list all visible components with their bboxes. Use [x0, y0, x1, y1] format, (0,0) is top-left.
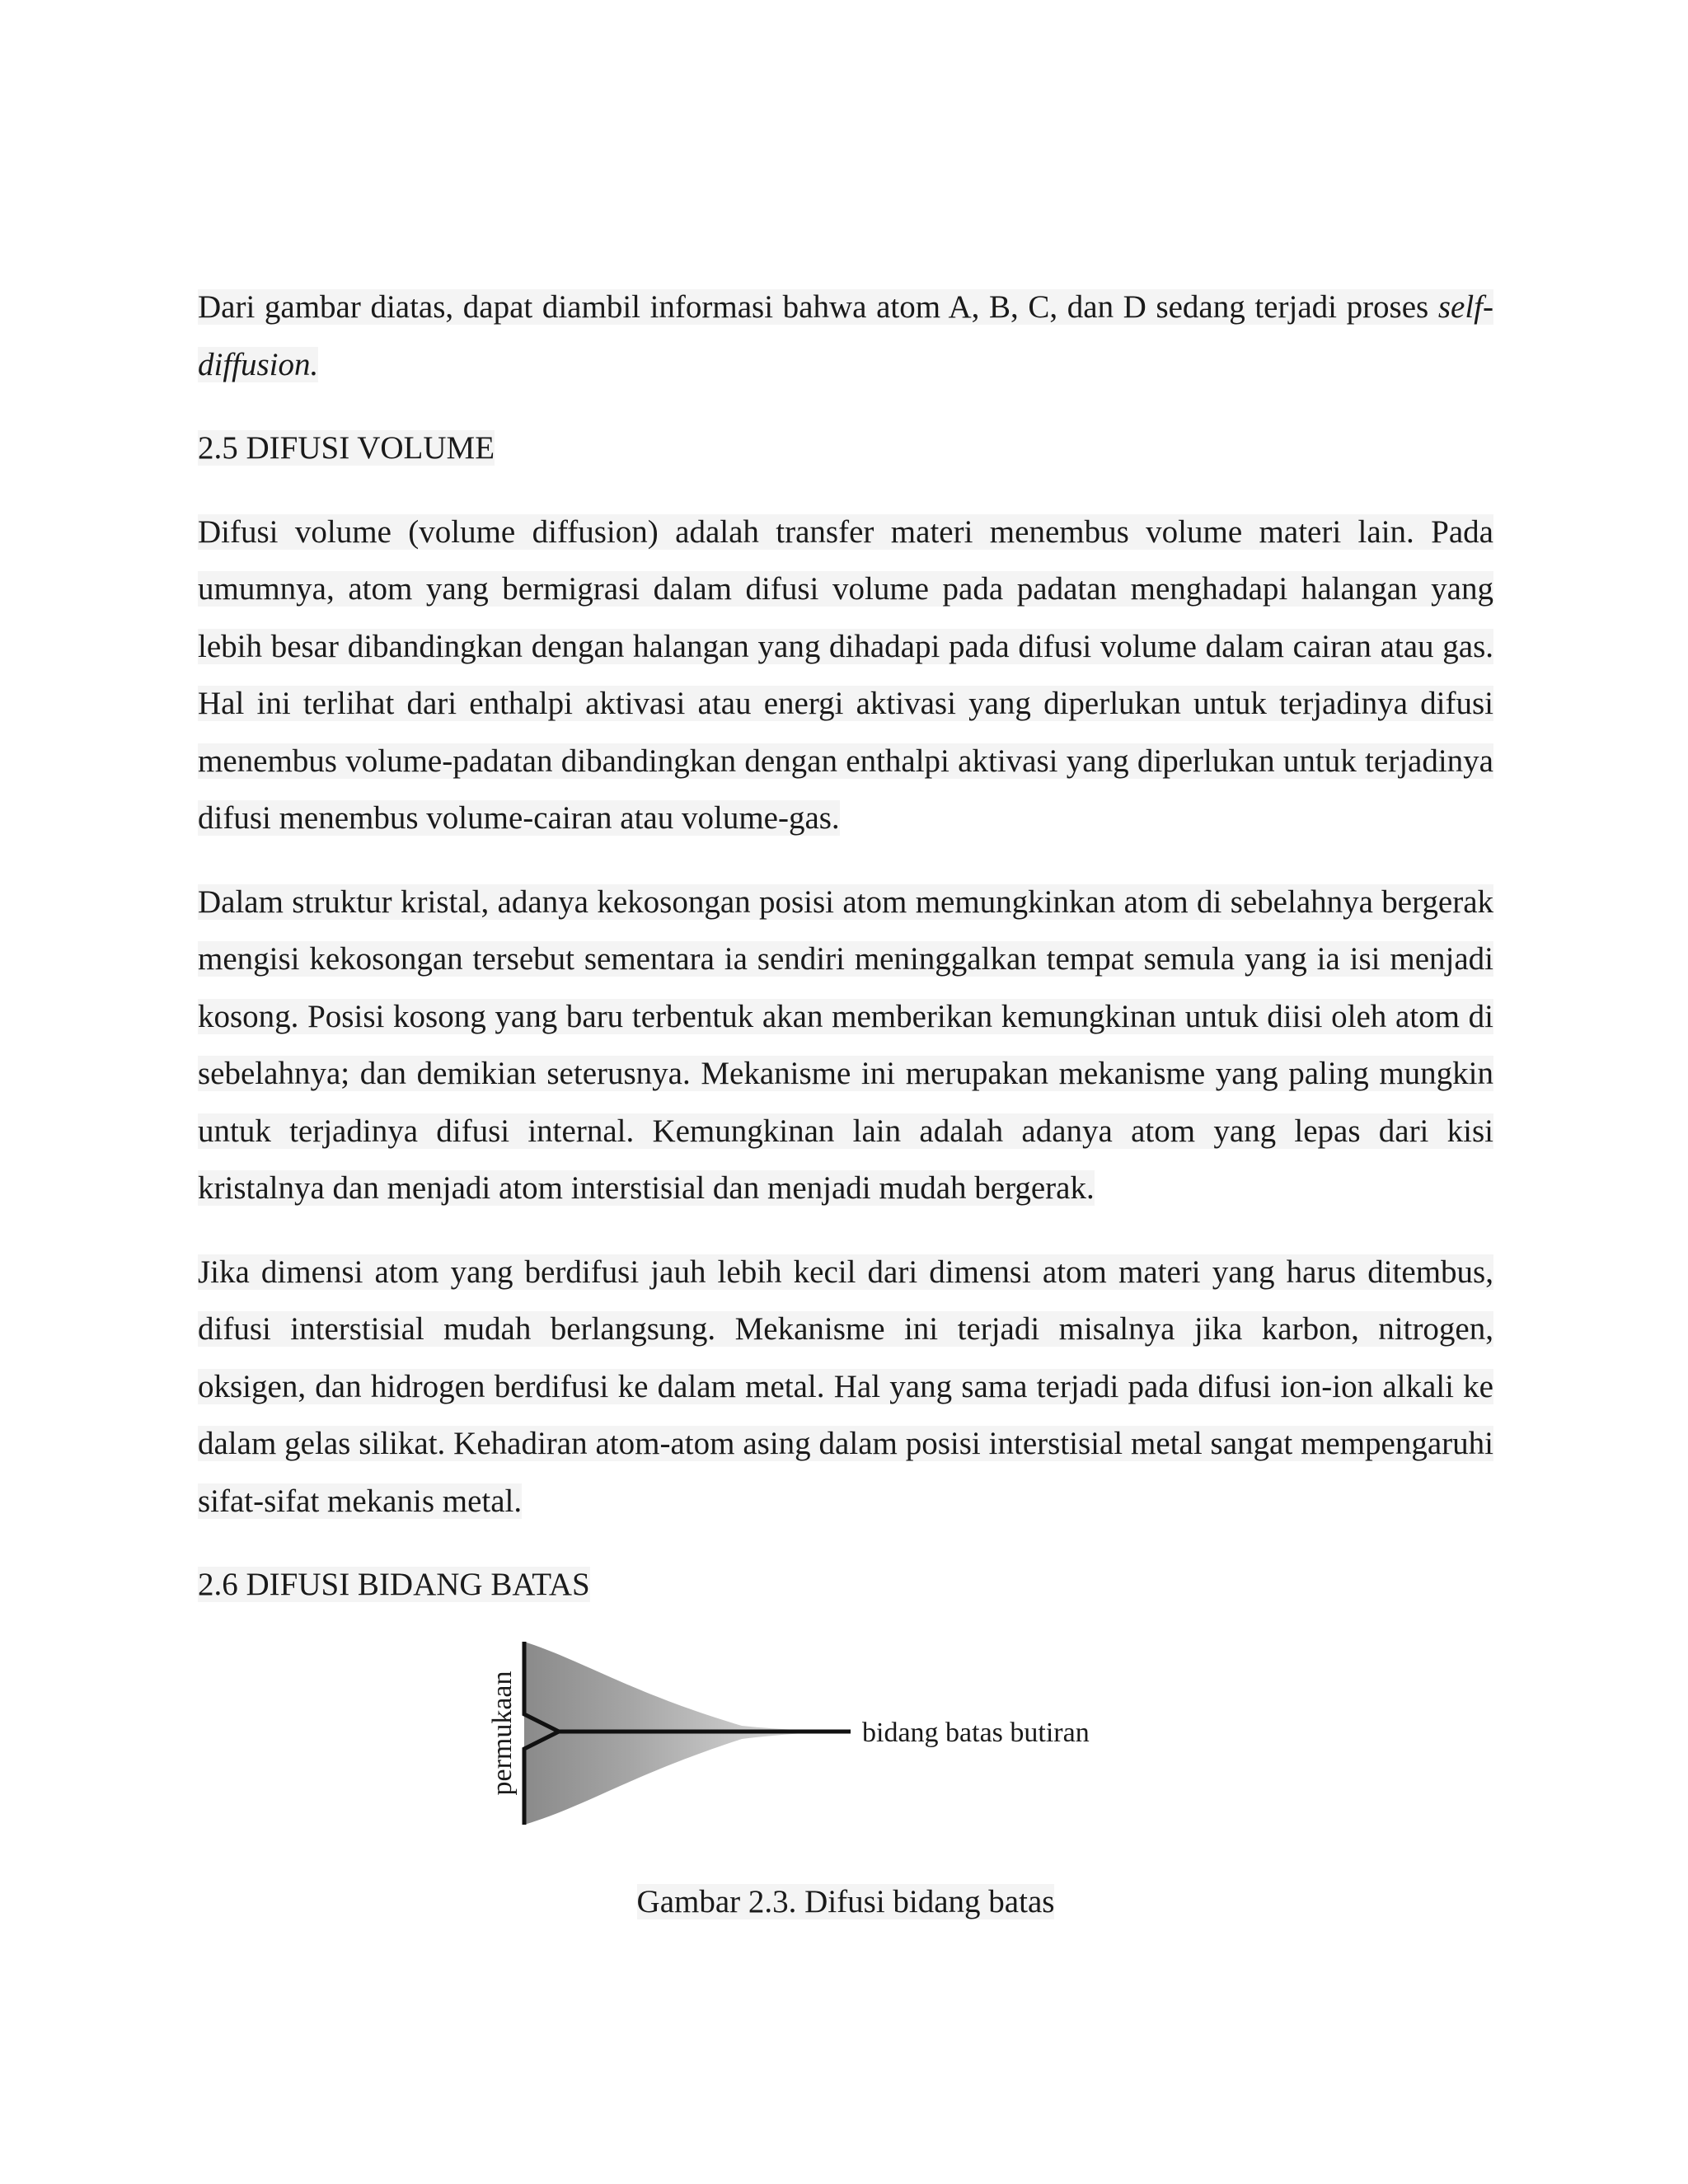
figure-caption — [198, 1877, 1493, 1927]
label-bidang-batas-butiran: bidang batas butiran — [862, 1717, 1090, 1748]
paragraph-crystal-vacancy — [198, 874, 1493, 1217]
paragraph-volume-diffusion — [198, 504, 1493, 847]
heading-difusi-bidang-batas-text: 2.6 DIFUSI BIDANG BATAS — [198, 1567, 590, 1602]
document-page — [198, 279, 1493, 1927]
heading-difusi-volume — [198, 419, 1493, 477]
heading-difusi-bidang-batas — [198, 1556, 1493, 1614]
label-permukaan: permukaan — [487, 1670, 518, 1796]
term-self-diffusion: self-diffusion. — [198, 289, 1493, 382]
paragraph-self-diffusion-text: Dari gambar diatas, dapat diambil informasi bahwa atom A, B, C, dan D sedang terjadi proses — [198, 289, 1438, 325]
paragraph-crystal-vacancy-text: Dalam struktur kristal, adanya kekosongan posisi atom memungkinkan atom di sebelahnya bergerak mengisi kekosongan tersebut sementara ia sendiri meninggalkan tempat semula yang ia isi menjadi kosong. Posisi kosong yang baru terbentuk akan memberikan kemungkinan untuk diisi oleh atom di sebelahnya; dan demikian seterusnya. Mekanisme ini merupakan mekanisme yang paling mungkin untuk terjadinya difusi internal. Kemungkinan lain adalah adanya atom yang lepas dari kisi kristalnya dan menjadi atom interstisial dan menjadi mudah bergerak. — [198, 883, 1493, 1206]
paragraph-self-diffusion — [198, 279, 1493, 393]
grain-boundary-diagram — [478, 1630, 1203, 1836]
paragraph-volume-diffusion-text: Difusi volume (volume diffusion) adalah transfer materi menembus volume materi lain. Pada umumnya, atom yang bermigrasi dalam difusi volume pada padatan menghadapi halangan yang lebih besar dibandingkan dengan halangan yang dihadapi pada difusi volume dalam cairan atau gas. Hal ini terlihat dari enthalpi aktivasi atau energi aktivasi yang diperlukan untuk terjadinya difusi menembus volume-padatan dibandingkan dengan enthalpi aktivasi yang diperlukan untuk terjadinya difusi menembus volume-cairan atau volume-gas. — [198, 513, 1493, 836]
heading-difusi-volume-text: 2.5 DIFUSI VOLUME — [198, 430, 495, 466]
paragraph-interstitial-text: Jika dimensi atom yang berdifusi jauh lebih kecil dari dimensi atom materi yang harus ditembus, difusi interstisial mudah berlangsung. Mekanisme ini terjadi misalnya jika karbon, nitrogen, oksigen, dan hidrogen berdifusi ke dalam metal. Hal yang sama terjadi pada difusi ion-ion alkali ke dalam gelas silikat. Kehadiran atom-atom asing dalam posisi interstisial metal sangat mempengaruhi sifat-sifat mekanis metal. — [198, 1254, 1493, 1519]
figure-grain-boundary-diffusion — [198, 1630, 1493, 1844]
paragraph-interstitial — [198, 1244, 1493, 1530]
figure-caption-text: Gambar 2.3. Difusi bidang batas — [636, 1883, 1055, 1919]
